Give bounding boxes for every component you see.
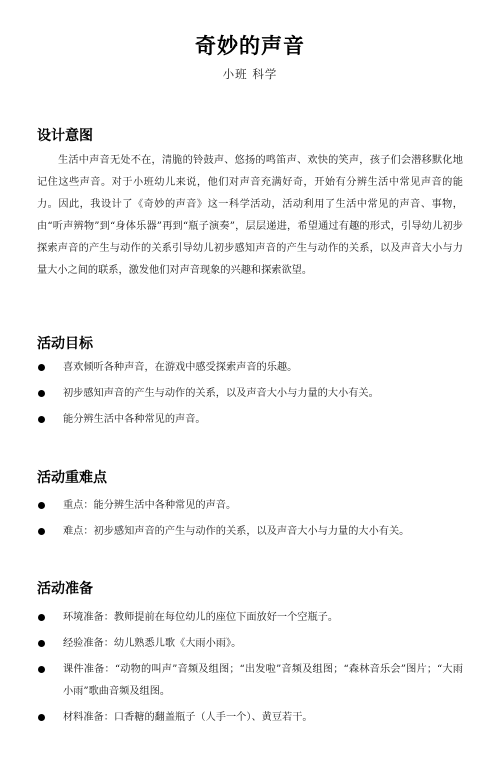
keypoints-list [37, 495, 463, 547]
bullet-icon [38, 666, 45, 673]
bullet-icon [38, 528, 45, 535]
bullet-icon [38, 614, 45, 621]
list-item [37, 607, 463, 629]
list-item [37, 521, 463, 543]
list-item-text: 难点：初步感知声音的产生与动作的关系，以及声音大小与力量的大小有关。 [63, 526, 410, 537]
list-item [37, 409, 463, 431]
list-item-text: 重点：能分辨生活中各种常见的声音。 [63, 500, 237, 511]
list-item [37, 659, 463, 703]
bullet-icon [38, 364, 45, 371]
list-item [37, 707, 463, 729]
document-subtitle: 小班 科学 [222, 67, 278, 81]
list-item-text: 课件准备：“动物的叫声”音频及组图；“出发啦”音频及组图；“森林音乐会”图片；“大雨小雨”歌曲音频及组图。 [63, 664, 463, 697]
list-item-text: 能分辨生活中各种常见的声音。 [63, 414, 206, 425]
list-item-text: 材料准备：口香糖的翻盖瓶子（人手一个）、黄豆若干。 [63, 712, 313, 723]
bullet-icon [38, 502, 45, 509]
list-item-text: 喜欢倾听各种声音，在游戏中感受探索声音的乐趣。 [63, 362, 298, 373]
list-item [37, 383, 463, 405]
list-item-text: 经验准备：幼儿熟悉儿歌《大雨小雨》。 [63, 638, 242, 649]
list-item [37, 495, 463, 517]
section-heading-design: 设计意图 [37, 128, 93, 144]
goals-list [37, 357, 463, 435]
list-item [37, 357, 463, 379]
prep-list [37, 607, 463, 733]
bullet-icon [38, 640, 45, 647]
bullet-icon [38, 416, 45, 423]
document-title: 奇妙的声音 [195, 34, 305, 58]
section-heading-goals: 活动目标 [37, 336, 93, 352]
design-paragraph: 生活中声音无处不在，清脆的铃鼓声、悠扬的鸣笛声、欢快的笑声，孩子们会潜移默化地记住这些声音。对于小班幼儿来说，他们对声音充满好奇，开始有分辨生活中常见声音的能力。因此，我设计了《奇妙的声音》这一科学活动，活动利用了生活中常见的声音、事物，由“听声辨物”到“身体乐器”再到“瓶子演奏”，层层递进，希望通过有趣的形式，引导幼儿初步探索声音的产生与动作的关系引导幼儿初步感知声音的产生与动作的关系，以及声音大小与力量大小之间的联系，激发他们对声音现象的兴趣和探索欲望。 [37, 155, 463, 276]
section-heading-keypoints: 活动重难点 [37, 470, 107, 486]
list-item-text: 环境准备：教师提前在每位幼儿的座位下面放好一个空瓶子。 [63, 612, 339, 623]
bullet-icon [38, 390, 45, 397]
list-item-text: 初步感知声音的产生与动作的关系，以及声音大小与力量的大小有关。 [63, 388, 379, 399]
list-item [37, 633, 463, 655]
bullet-icon [38, 714, 45, 721]
section-heading-prep: 活动准备 [37, 581, 93, 597]
